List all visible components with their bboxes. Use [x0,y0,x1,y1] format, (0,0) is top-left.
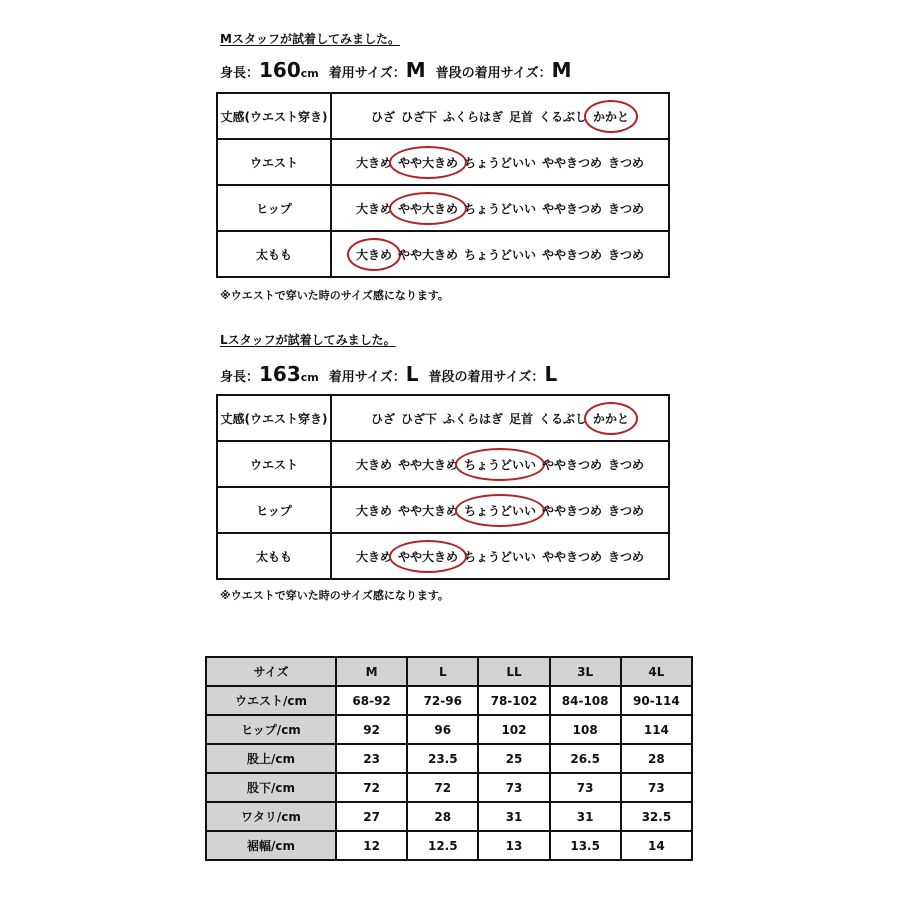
size-header-row [206,657,692,686]
fit-option: 大きめ [355,201,392,216]
staff-l-title: Lスタッフが試着してみました。 [220,333,396,347]
size-cell: 90-114 [621,686,692,715]
fit-option: きつめ [608,155,645,170]
fit-option: ややきつめ [542,155,603,170]
size-cell: 27 [336,802,407,831]
size-row-label: ウエスト/cm [206,686,336,715]
size-row [206,686,692,715]
size-row [206,773,692,802]
fit-option: やや大きめ [397,247,458,262]
fit-option: ふくらはぎ [442,411,503,426]
fit-row-label: ヒップ [217,185,331,231]
usual-size-value: M [551,58,572,82]
fit-row-options [331,231,669,277]
fit-row [217,231,669,277]
size-row-label: ヒップ/cm [206,715,336,744]
size-cell: 12 [336,831,407,860]
staff-m-title: Mスタッフが試着してみました。 [220,32,400,46]
size-cell: 72-96 [407,686,478,715]
fit-row [217,139,669,185]
size-cell: 114 [621,715,692,744]
size-cell: 14 [621,831,692,860]
size-cell: 13 [478,831,549,860]
size-cell: 72 [336,773,407,802]
fit-row [217,185,669,231]
wear-size-label: 着用サイズ： [328,370,406,385]
size-cell: 28 [407,802,478,831]
fit-option: 大きめ [355,549,392,564]
size-cell: 28 [621,744,692,773]
fit-option: やや大きめ [397,503,458,518]
size-cell: 13.5 [550,831,621,860]
size-row [206,831,692,860]
size-header-cell: 4L [621,657,692,686]
size-header-cell: LL [478,657,549,686]
fit-option: 大きめ [355,155,392,170]
usual-size-label: 普段の着用サイズ： [428,370,545,385]
fit-row-options [331,139,669,185]
fit-row-options [331,487,669,533]
fit-option-selected: やや大きめ [397,155,458,170]
size-cell: 32.5 [621,802,692,831]
size-cell: 73 [550,773,621,802]
size-cell: 84-108 [550,686,621,715]
wear-size-value: L [405,362,419,386]
fit-row-options [331,533,669,579]
size-cell: 108 [550,715,621,744]
usual-size-label: 普段の着用サイズ： [435,66,552,81]
staff-l-profile [220,362,557,386]
fit-option: きつめ [608,503,645,518]
fit-option: ちょうどいい [463,247,536,262]
fit-option: くるぶし [539,109,588,124]
fit-row-options [331,441,669,487]
staff-l-fit-table [216,394,670,580]
size-cell: 78-102 [478,686,549,715]
fit-row [217,533,669,579]
fit-row-options [331,93,669,139]
fit-row-label: ヒップ [217,487,331,533]
fit-option: くるぶし [539,411,588,426]
staff-l-note: ※ウエストで穿いた時のサイズ感になります。 [220,589,449,602]
fit-option-selected: かかと [593,109,630,124]
fit-option: きつめ [608,457,645,472]
height-unit: cm [300,371,319,384]
fit-option: きつめ [608,247,645,262]
height-label: 身長： [220,66,260,81]
fit-option: ひざ下 [400,411,437,426]
fit-option-selected: 大きめ [355,247,392,262]
fit-option: ややきつめ [542,549,603,564]
fit-row-options [331,185,669,231]
size-row [206,715,692,744]
fit-row-label: 丈感(ウエスト穿き) [217,93,331,139]
fit-option-selected: やや大きめ [397,201,458,216]
fit-option: ひざ下 [400,109,437,124]
height-value: 160 [259,58,301,82]
fit-option-selected: ちょうどいい [463,503,536,518]
fit-row [217,487,669,533]
fit-option: ややきつめ [542,201,603,216]
fit-option: ややきつめ [542,457,603,472]
staff-m-profile [220,58,572,82]
size-cell: 23 [336,744,407,773]
size-cell: 12.5 [407,831,478,860]
fit-option-selected: やや大きめ [397,549,458,564]
height-label: 身長： [220,370,260,385]
fit-option: ややきつめ [542,503,603,518]
size-cell: 26.5 [550,744,621,773]
size-row-label: 股上/cm [206,744,336,773]
fit-option: ちょうどいい [463,549,536,564]
fit-option: ちょうどいい [463,201,536,216]
size-row [206,744,692,773]
fit-row-label: 丈感(ウエスト穿き) [217,395,331,441]
size-row-label: 股下/cm [206,773,336,802]
fit-row-options [331,395,669,441]
fit-option-selected: かかと [593,411,630,426]
size-cell: 102 [478,715,549,744]
fit-row-label: ウエスト [217,441,331,487]
fit-row [217,395,669,441]
size-cell: 68-92 [336,686,407,715]
fit-option: ややきつめ [542,247,603,262]
size-header-cell: L [407,657,478,686]
fit-option-selected: ちょうどいい [463,457,536,472]
fit-row-label: 太もも [217,533,331,579]
fit-option: 大きめ [355,457,392,472]
fit-option: 大きめ [355,503,392,518]
size-cell: 73 [621,773,692,802]
size-cell: 72 [407,773,478,802]
fit-option: きつめ [608,201,645,216]
size-row [206,802,692,831]
fit-row-label: ウエスト [217,139,331,185]
size-row-label: ワタリ/cm [206,802,336,831]
fit-option: やや大きめ [397,457,458,472]
fit-row [217,93,669,139]
height-value: 163 [259,362,301,386]
fit-option: ひざ [370,411,395,426]
fit-row [217,441,669,487]
fit-option: 足首 [509,109,534,124]
size-cell: 96 [407,715,478,744]
staff-m-fit-table [216,92,670,278]
usual-size-value: L [544,362,558,386]
fit-row-label: 太もも [217,231,331,277]
size-header-cell: サイズ [206,657,336,686]
size-header-cell: 3L [550,657,621,686]
fit-option: きつめ [608,549,645,564]
size-chart-table [205,656,693,861]
size-cell: 25 [478,744,549,773]
size-cell: 73 [478,773,549,802]
fit-option: ちょうどいい [463,155,536,170]
fit-option: ひざ [370,109,395,124]
fit-option: ふくらはぎ [442,109,503,124]
wear-size-value: M [405,58,426,82]
size-row-label: 裾幅/cm [206,831,336,860]
size-header-cell: M [336,657,407,686]
height-unit: cm [300,67,319,80]
fit-option: 足首 [509,411,534,426]
size-cell: 31 [550,802,621,831]
size-cell: 23.5 [407,744,478,773]
size-cell: 31 [478,802,549,831]
size-cell: 92 [336,715,407,744]
staff-m-note: ※ウエストで穿いた時のサイズ感になります。 [220,289,449,302]
wear-size-label: 着用サイズ： [328,66,406,81]
